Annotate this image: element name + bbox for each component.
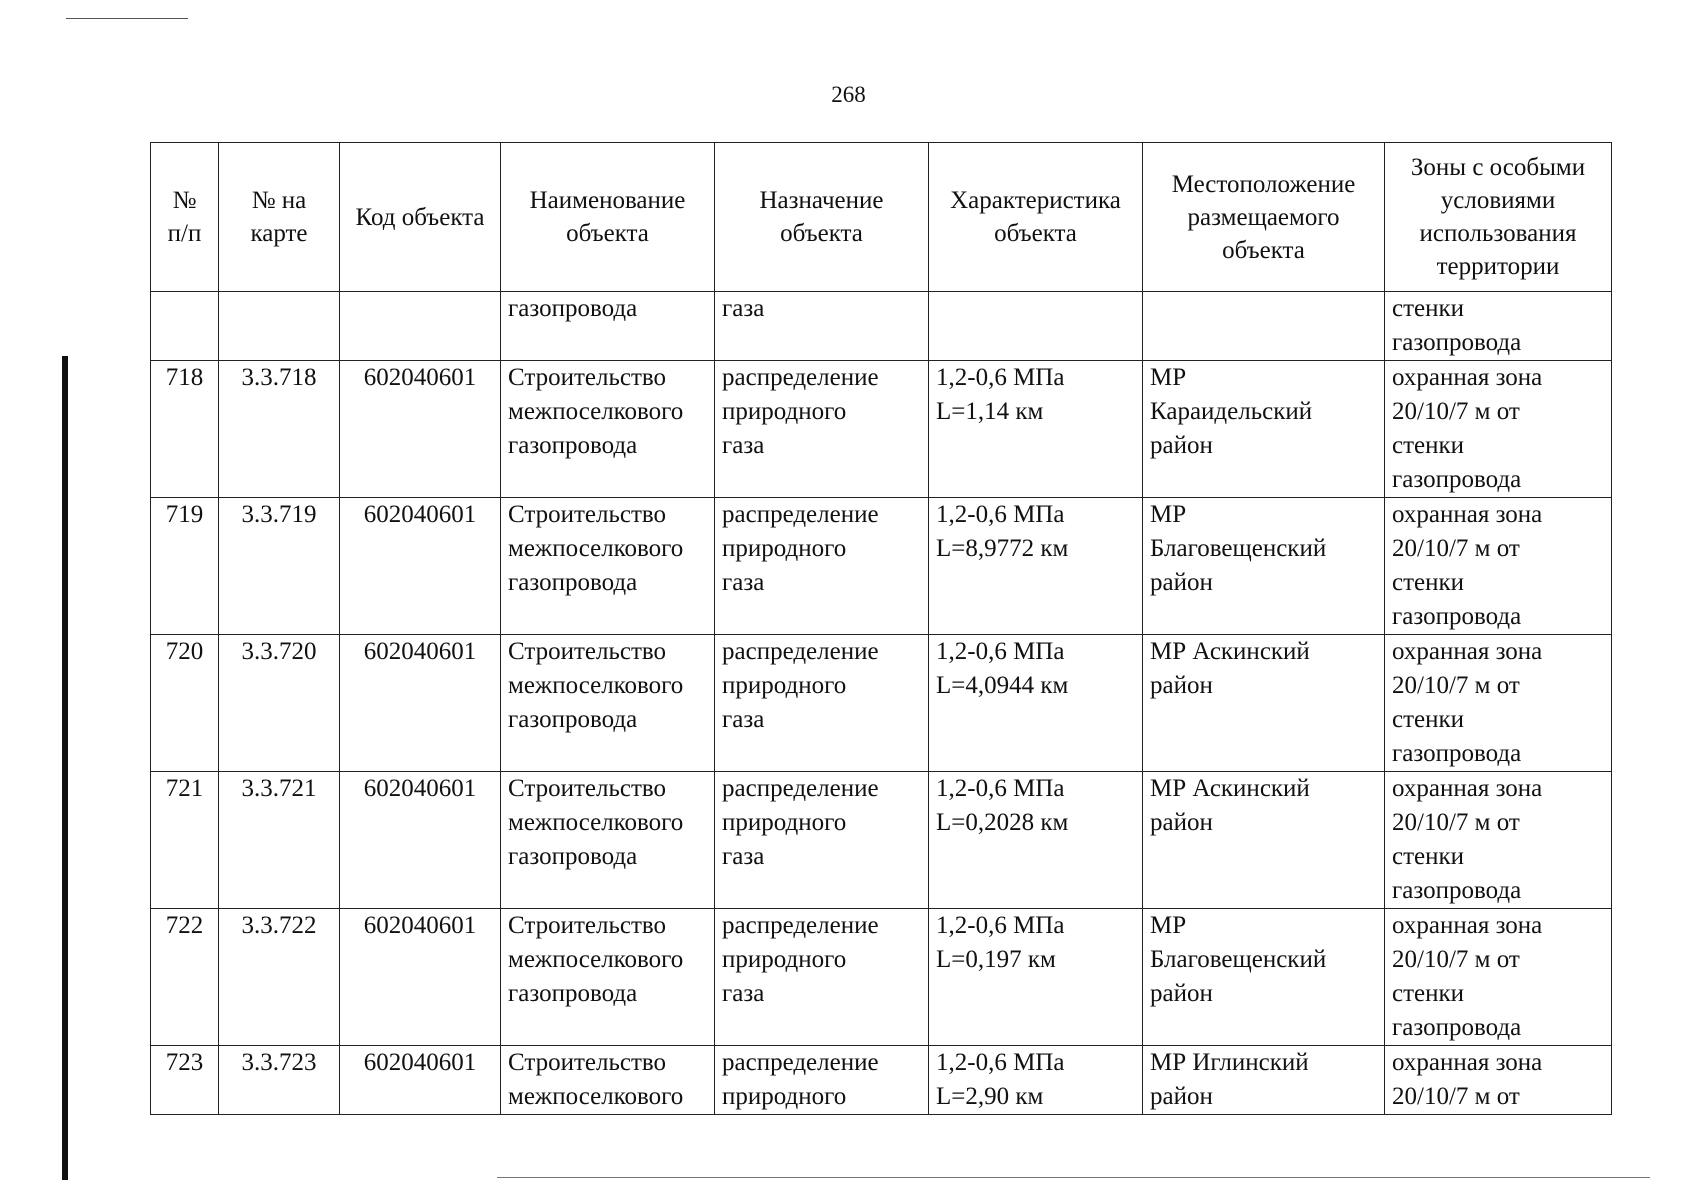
scan-artifact-top-line [66, 18, 188, 19]
cell-object-characteristic: 1,2-0,6 МПа L=2,90 км [929, 1046, 1143, 1115]
table-row [151, 1046, 1612, 1115]
cell-special-zones: охранная зона 20/10/7 м от стенки газопровода [1385, 361, 1612, 498]
cell-object-location: МР Аскинский район [1143, 635, 1385, 772]
table-row [151, 909, 1612, 1046]
cell-object-purpose: распределение природного газа [715, 635, 929, 772]
cell-object-characteristic: 1,2-0,6 МПа L=1,14 км [929, 361, 1143, 498]
header-object-characteristic: Характеристика объекта [929, 143, 1143, 292]
cell-special-zones: охранная зона 20/10/7 м от стенки газопровода [1385, 909, 1612, 1046]
cell-special-zones: стенки газопровода [1385, 292, 1612, 361]
cell-object-purpose: распределение природного газа [715, 498, 929, 635]
cell-map-number: 3.3.721 [219, 772, 340, 909]
cell-object-purpose: распределение природного газа [715, 361, 929, 498]
cell-object-name: Строительство межпоселкового [501, 1046, 715, 1115]
scan-artifact-left-bar [62, 356, 68, 1180]
page-number: 268 [831, 82, 866, 107]
cell-object-location: МР Аскинский район [1143, 772, 1385, 909]
cell-object-purpose: распределение природного газа [715, 772, 929, 909]
cell-object-name: Строительство межпоселкового газопровода [501, 635, 715, 772]
table-row [151, 498, 1612, 635]
cell-object-purpose: распределение природного [715, 1046, 929, 1115]
header-object-name: Наименование объекта [501, 143, 715, 292]
cell-object-name: Строительство межпоселкового газопровода [501, 361, 715, 498]
cell-object-name: Строительство межпоселкового газопровода [501, 498, 715, 635]
table-row [151, 772, 1612, 909]
scan-artifact-bottom-line [497, 1177, 1650, 1178]
cell-object-code: 602040601 [340, 909, 501, 1046]
cell-object-code: 602040601 [340, 772, 501, 909]
cell-number: 722 [151, 909, 219, 1046]
cell-object-location: МР Благовещенский район [1143, 909, 1385, 1046]
cell-map-number: 3.3.718 [219, 361, 340, 498]
cell-object-characteristic: 1,2-0,6 МПа L=0,2028 км [929, 772, 1143, 909]
cell-object-code: 602040601 [340, 361, 501, 498]
cell-number: 718 [151, 361, 219, 498]
cell-object-location: МР Караидельский район [1143, 361, 1385, 498]
header-object-code: Код объекта [340, 143, 501, 292]
cell-number: 721 [151, 772, 219, 909]
header-object-location: Местоположение размещаемого объекта [1143, 143, 1385, 292]
cell-number [151, 292, 219, 361]
cell-object-characteristic [929, 292, 1143, 361]
header-special-zones: Зоны с особыми условиями использования территории [1385, 143, 1612, 292]
cell-object-location: МР Иглинский район [1143, 1046, 1385, 1115]
cell-map-number: 3.3.720 [219, 635, 340, 772]
cell-special-zones: охранная зона 20/10/7 м от [1385, 1046, 1612, 1115]
header-map-number: № на карте [219, 143, 340, 292]
cell-number: 723 [151, 1046, 219, 1115]
cell-object-purpose: газа [715, 292, 929, 361]
table-row [151, 361, 1612, 498]
cell-special-zones: охранная зона 20/10/7 м от стенки газопровода [1385, 635, 1612, 772]
cell-map-number: 3.3.719 [219, 498, 340, 635]
cell-number: 719 [151, 498, 219, 635]
cell-special-zones: охранная зона 20/10/7 м от стенки газопровода [1385, 772, 1612, 909]
objects-table [150, 142, 1612, 1115]
cell-number: 720 [151, 635, 219, 772]
cell-object-characteristic: 1,2-0,6 МПа L=8,9772 км [929, 498, 1143, 635]
cell-object-location [1143, 292, 1385, 361]
cell-map-number: 3.3.723 [219, 1046, 340, 1115]
cell-object-code: 602040601 [340, 498, 501, 635]
cell-object-name: Строительство межпоселкового газопровода [501, 772, 715, 909]
cell-map-number: 3.3.722 [219, 909, 340, 1046]
cell-object-code: 602040601 [340, 1046, 501, 1115]
cell-object-code: 602040601 [340, 635, 501, 772]
cell-object-purpose: распределение природного газа [715, 909, 929, 1046]
cell-object-name: газопровода [501, 292, 715, 361]
header-number: № п/п [151, 143, 219, 292]
table-row [151, 635, 1612, 772]
cell-object-name: Строительство межпоселкового газопровода [501, 909, 715, 1046]
cell-map-number [219, 292, 340, 361]
cell-special-zones: охранная зона 20/10/7 м от стенки газопровода [1385, 498, 1612, 635]
cell-object-characteristic: 1,2-0,6 МПа L=4,0944 км [929, 635, 1143, 772]
header-object-purpose: Назначение объекта [715, 143, 929, 292]
cell-object-location: МР Благовещенский район [1143, 498, 1385, 635]
cell-object-characteristic: 1,2-0,6 МПа L=0,197 км [929, 909, 1143, 1046]
table-header-row [151, 143, 1612, 292]
cell-object-code [340, 292, 501, 361]
table-row-continuation [151, 292, 1612, 361]
